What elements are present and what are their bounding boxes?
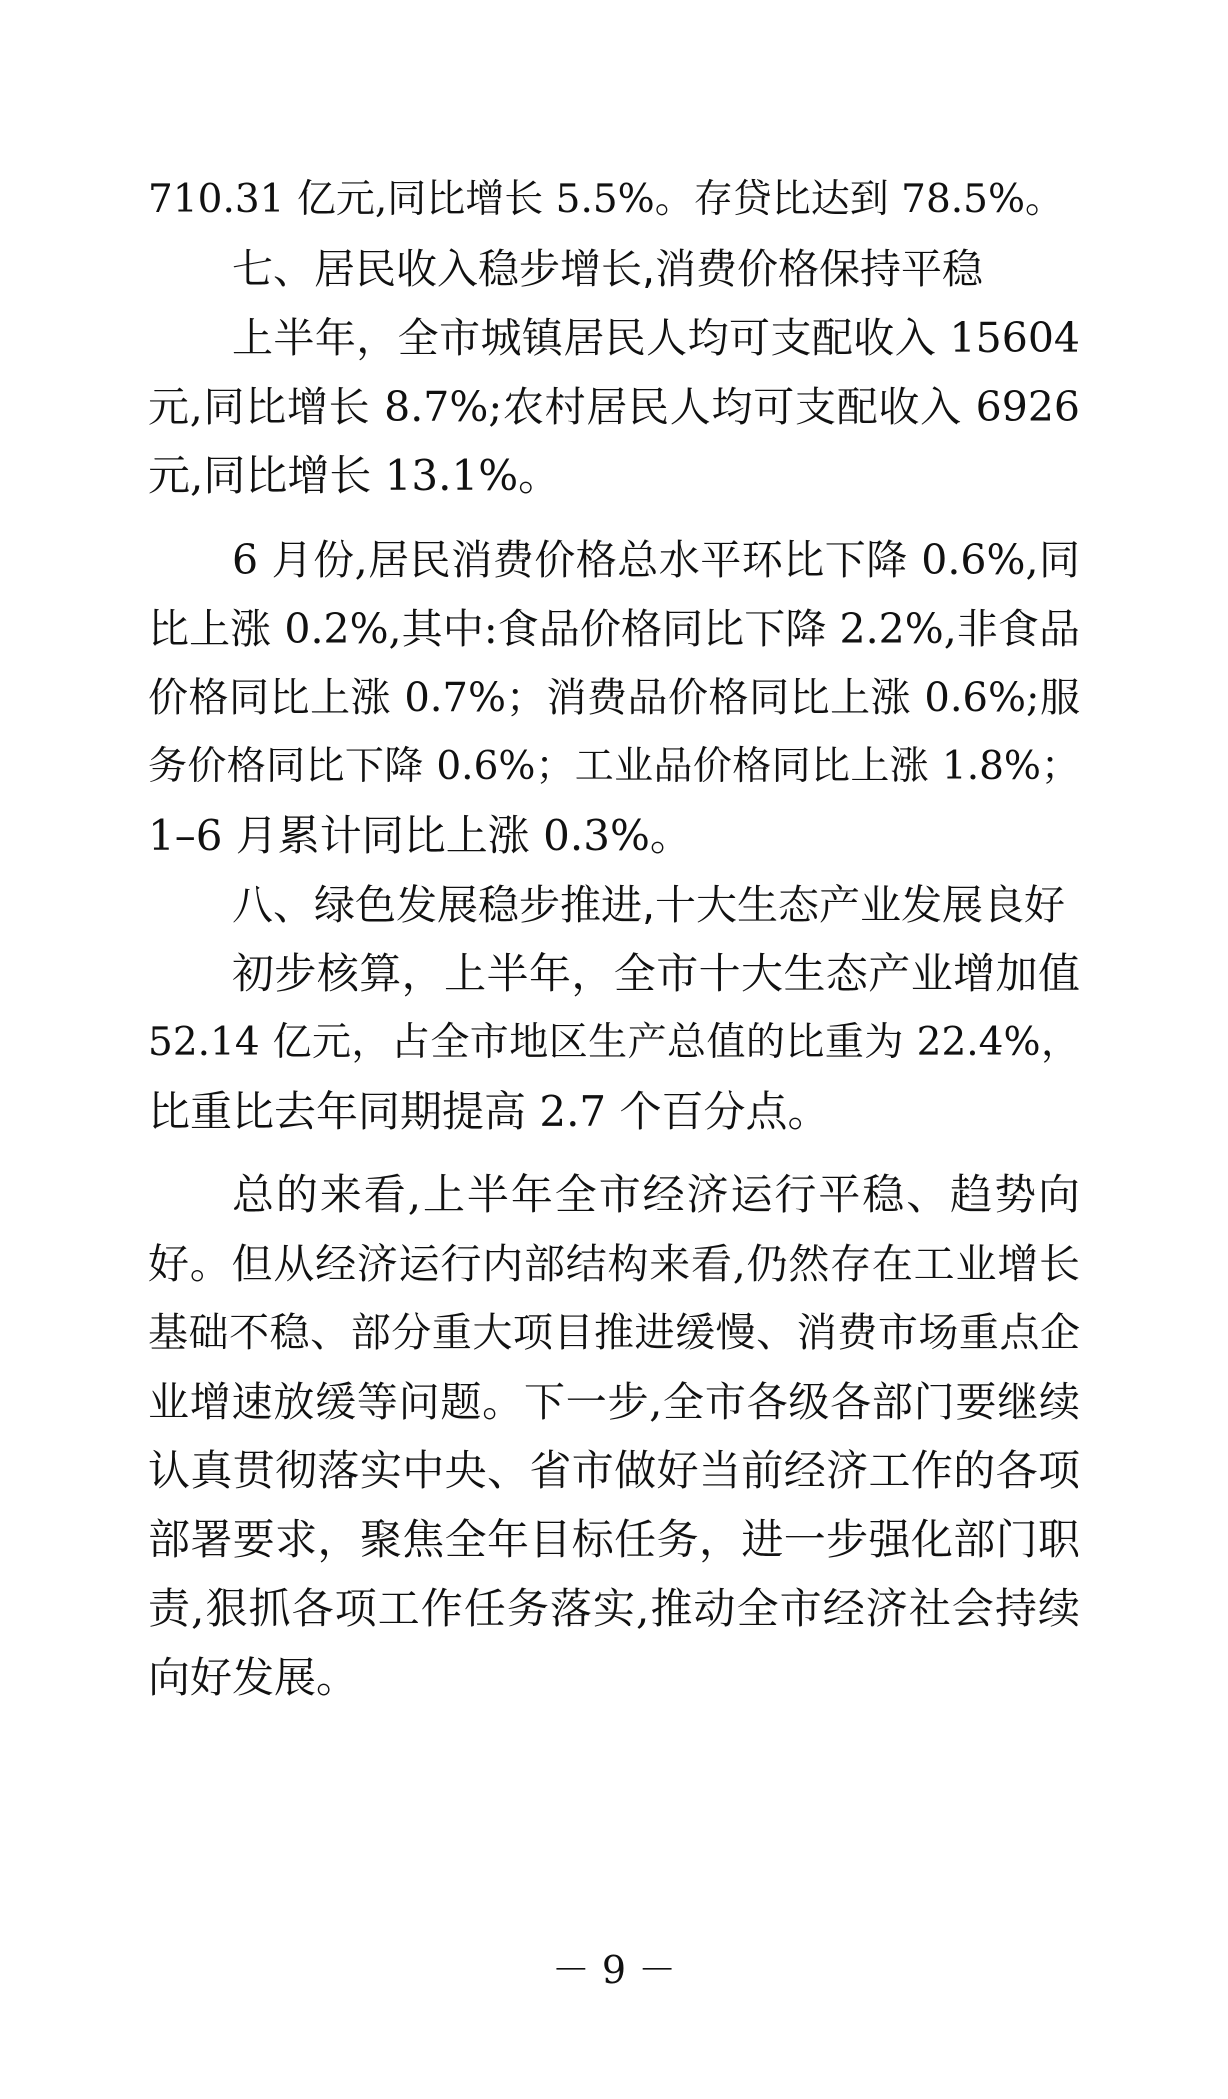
text-line: 52.14 亿元，占全市地区生产总值的比重为 22.4%， bbox=[148, 1020, 1080, 1065]
text-line: 初步核算，上半年，全市十大生态产业增加值 bbox=[232, 949, 1080, 998]
text-line: 比上涨 0.2%,其中:食品价格同比下降 2.2%,非食品 bbox=[148, 605, 1080, 653]
page-number: － 9 － bbox=[551, 1948, 677, 1992]
text-line: 元,同比增长 8.7%;农村居民人均可支配收入 6926 bbox=[148, 383, 1080, 431]
text-line: 好。但从经济运行内部结构来看,仍然存在工业增长 bbox=[148, 1240, 1080, 1288]
text-line: 6 月份,居民消费价格总水平环比下降 0.6%,同 bbox=[232, 536, 1080, 584]
section-heading: 七、居民收入稳步增长,消费价格保持平稳 bbox=[232, 245, 984, 293]
text-line: 1–6 月累计同比上涨 0.3%。 bbox=[148, 811, 692, 860]
text-line: 责,狠抓各项工作任务落实,推动全市经济社会持续 bbox=[148, 1584, 1080, 1633]
text-line: 上半年，全市城镇居民人均可支配收入 15604 bbox=[232, 314, 1080, 362]
text-line: 认真贯彻落实中央、省市做好当前经济工作的各项 bbox=[148, 1446, 1080, 1495]
text-line: 基础不稳、部分重大项目推进缓慢、消费市场重点企 bbox=[148, 1310, 1080, 1356]
text-line: 价格同比上涨 0.7%；消费品价格同比上涨 0.6%;服 bbox=[148, 675, 1080, 721]
text-line: 元,同比增长 13.1%。 bbox=[148, 451, 561, 500]
section-heading: 八、绿色发展稳步推进,十大生态产业发展良好 bbox=[232, 881, 1066, 929]
text-line: 部署要求，聚焦全年目标任务，进一步强化部门职 bbox=[148, 1515, 1080, 1564]
text-line: 总的来看,上半年全市经济运行平稳、趋势向 bbox=[232, 1170, 1080, 1219]
text-line: 向好发展。 bbox=[148, 1653, 359, 1702]
text-line: 务价格同比下降 0.6%；工业品价格同比上涨 1.8%； bbox=[148, 744, 1080, 789]
text-line: 比重比去年同期提高 2.7 个百分点。 bbox=[148, 1087, 830, 1136]
text-line: 业增速放缓等问题。下一步,全市各级各部门要继续 bbox=[148, 1378, 1080, 1426]
text-line: 710.31 亿元,同比增长 5.5%。存贷比达到 78.5%。 bbox=[148, 177, 1065, 222]
